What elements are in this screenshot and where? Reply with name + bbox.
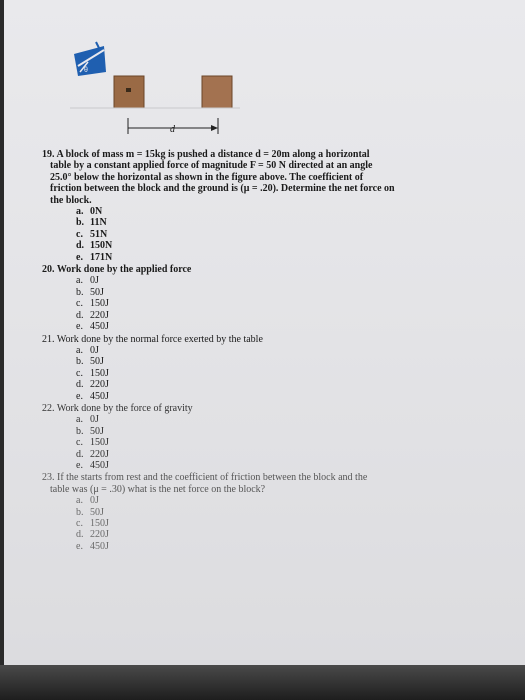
question-number: 22. bbox=[42, 402, 55, 414]
option-b[interactable]: b. 50J bbox=[76, 286, 104, 298]
question-line: If the starts from rest and the coefficient of friction between the block and the bbox=[57, 472, 368, 484]
option-b[interactable]: b. 50J bbox=[76, 425, 104, 437]
option-c[interactable]: c. 150J bbox=[76, 437, 109, 449]
question-line: Work done by the normal force exerted by the table bbox=[56, 333, 263, 345]
options-list bbox=[42, 495, 482, 552]
block-diagram bbox=[70, 36, 240, 146]
question-number: 19. bbox=[42, 149, 55, 160]
questions bbox=[42, 148, 482, 552]
option-e[interactable]: e. 450J bbox=[76, 540, 109, 552]
option-d[interactable]: d. 220J bbox=[76, 379, 109, 391]
options-list bbox=[42, 206, 482, 263]
option-e[interactable]: e. 450J bbox=[76, 321, 109, 333]
question-20 bbox=[42, 264, 482, 332]
question-line: table was (μ = .30) what is the net force on the block? bbox=[50, 483, 266, 495]
option-b[interactable]: b. 50J bbox=[76, 356, 104, 368]
question-line: friction between the block and the ground is (μ = .20). Determine the net force on bbox=[50, 183, 395, 195]
option-a[interactable]: a. 0N bbox=[76, 206, 103, 218]
distance-label: d bbox=[170, 124, 175, 135]
question-21 bbox=[42, 334, 482, 402]
question-line: 25.0° below the horizontal as shown in the figure above. The coefficient of bbox=[50, 171, 364, 183]
option-a[interactable]: a. 0J bbox=[76, 495, 99, 507]
block-final bbox=[202, 76, 232, 108]
applied-force-icon bbox=[74, 42, 106, 76]
option-d[interactable]: d. 150N bbox=[76, 240, 113, 252]
option-b[interactable]: b. 50J bbox=[76, 506, 104, 518]
distance-arrow bbox=[128, 118, 218, 135]
question-19 bbox=[42, 149, 482, 263]
option-a[interactable]: a. 0J bbox=[76, 414, 99, 426]
option-e[interactable]: e. 450J bbox=[76, 390, 109, 402]
worksheet-page bbox=[4, 0, 525, 665]
options-list bbox=[42, 414, 482, 471]
option-d[interactable]: d. 220J bbox=[76, 448, 109, 460]
option-c[interactable]: c. 150J bbox=[76, 367, 109, 379]
option-c[interactable]: c. 150J bbox=[76, 298, 109, 310]
question-number: 20. bbox=[42, 264, 55, 276]
question-line: Work done by the applied force bbox=[56, 264, 192, 276]
option-d[interactable]: d. 220J bbox=[76, 529, 109, 541]
question-line: the block. bbox=[50, 194, 92, 206]
question-line: A block of mass m = 15kg is pushed a distance d = 20m along a horizontal bbox=[56, 149, 370, 160]
option-d[interactable]: d. 220J bbox=[76, 309, 109, 321]
option-e[interactable]: e. 450J bbox=[76, 459, 109, 471]
option-c[interactable]: c. 150J bbox=[76, 518, 109, 529]
question-line: Work done by the force of gravity bbox=[56, 402, 193, 414]
question-line: table by a constant applied force of magnitude F = 50 N directed at an angle bbox=[50, 160, 373, 172]
question-number: 21. bbox=[42, 333, 55, 345]
question-23 bbox=[42, 472, 482, 552]
option-e[interactable]: e. 171N bbox=[76, 251, 113, 263]
question-22 bbox=[42, 403, 482, 471]
options-list bbox=[42, 275, 482, 332]
option-c[interactable]: c. 51N bbox=[76, 228, 108, 240]
angle-label: θ bbox=[84, 67, 88, 74]
options-list bbox=[42, 345, 482, 402]
option-a[interactable]: a. 0J bbox=[76, 344, 99, 356]
desk-background bbox=[0, 665, 525, 700]
option-a[interactable]: a. 0J bbox=[76, 275, 99, 287]
option-b[interactable]: b. 11N bbox=[76, 217, 107, 229]
question-number: 23. bbox=[42, 472, 55, 484]
